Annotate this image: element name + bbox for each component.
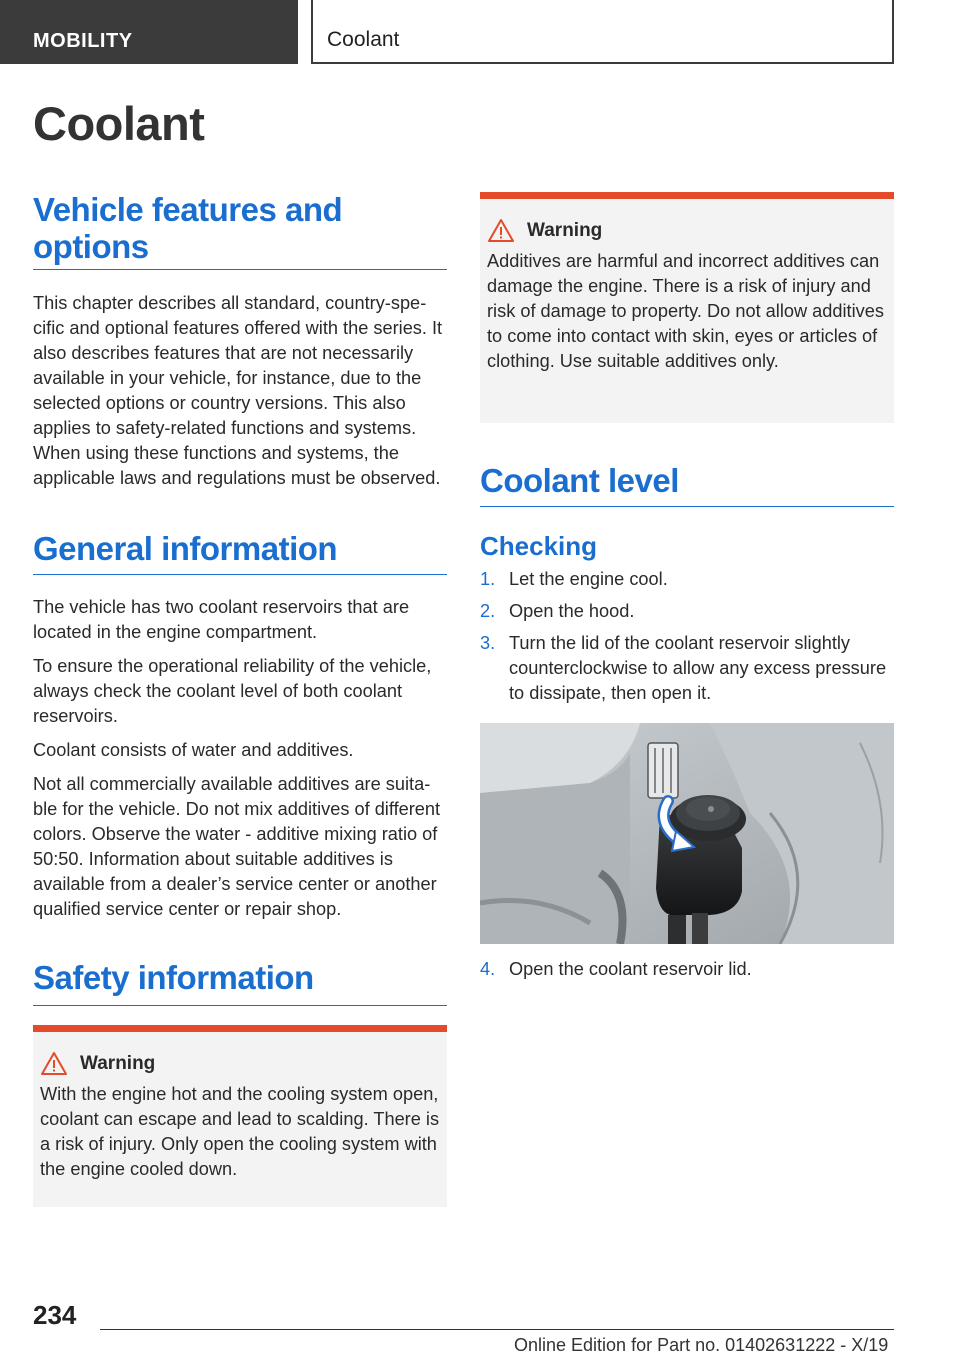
footer-divider <box>100 1329 894 1330</box>
list-item <box>480 599 894 624</box>
header-section-tab <box>0 0 298 64</box>
warning-triangle-icon <box>487 218 527 244</box>
vehicle-features-body: This chapter describes all standard, country-specific and optional features offered with the series. It also describes features that are not necessarily available in your vehicle, for instance, due to the selected options or country versions. This also applies to safety-related functions and systems. When using these functions and systems, the applicable laws and regulations must be observed. <box>33 292 443 488</box>
vehicle-features-heading: Vehicle features and options <box>33 192 447 270</box>
header-section-label: MOBILITY <box>33 30 133 52</box>
safety-warning-box <box>33 1025 447 1207</box>
step-text: Let the engine cool. <box>509 568 668 589</box>
step-number: 2. <box>480 600 496 621</box>
warning-header <box>40 1050 440 1078</box>
right-column <box>480 192 894 982</box>
step-text: Open the hood. <box>509 600 635 621</box>
checking-heading: Checking <box>480 530 598 561</box>
header-chapter-box <box>311 0 894 64</box>
checking-steps-continued <box>480 957 894 982</box>
general-info-paragraph: Coolant consists of water and additives. <box>33 739 354 760</box>
warning-title: Warning <box>80 1052 156 1074</box>
warning-triangle-icon <box>40 1051 80 1077</box>
step-number: 4. <box>480 958 496 979</box>
warning-text: With the engine hot and the cooling system open, coolant can escape and lead to scalding. There is a risk of injury. Only open the cooling system with the engine cooled down. <box>40 1083 440 1179</box>
coolant-reservoir-illustration <box>480 723 894 944</box>
step-text: Turn the lid of the coolant reservoir slightly counterclockwise to allow any excess pressure to dissipate, then open it. <box>509 632 887 703</box>
step-text: Open the coolant reservoir lid. <box>509 958 752 979</box>
checking-steps <box>480 567 894 706</box>
general-information-heading: General information <box>33 531 447 575</box>
additives-warning-box <box>480 192 894 423</box>
coolant-level-heading: Coolant level <box>480 463 894 507</box>
safety-information-heading: Safety information <box>33 960 447 1006</box>
list-item <box>480 567 894 592</box>
general-info-paragraph: Not all commercially available additives are suitable for the vehicle. Do not mix additives of different colors. Observe the water - additive mixing ratio of 50:50. Information about suitable additives is available from a dealer’s service center or another qualified service center or repair shop. <box>33 773 441 919</box>
general-info-paragraph: The vehicle has two coolant reservoirs that are located in the engine compartment. <box>33 596 410 642</box>
warning-title: Warning <box>527 220 603 241</box>
general-info-paragraph: To ensure the operational reliability of the vehicle, always check the coolant level of both coolant reservoirs. <box>33 655 432 726</box>
footer-edition-text: Online Edition for Part no. 01402631222 - X/19 <box>514 1335 889 1355</box>
list-item <box>480 957 894 982</box>
warning-header <box>487 217 887 245</box>
header-chapter-label: Coolant <box>327 28 400 51</box>
page-number: 234 <box>33 1300 77 1330</box>
step-number: 3. <box>480 632 496 653</box>
page-title: Coolant <box>33 97 205 150</box>
left-column <box>33 192 447 1207</box>
warning-text: Additives are harmful and incorrect additives can damage the engine. There is a risk of injury and risk of damage to property. Do not allow additives to come into contact with skin, eyes or articles of clothing. Use suitable additives only. <box>487 251 884 371</box>
step-number: 1. <box>480 568 496 589</box>
list-item <box>480 631 894 706</box>
